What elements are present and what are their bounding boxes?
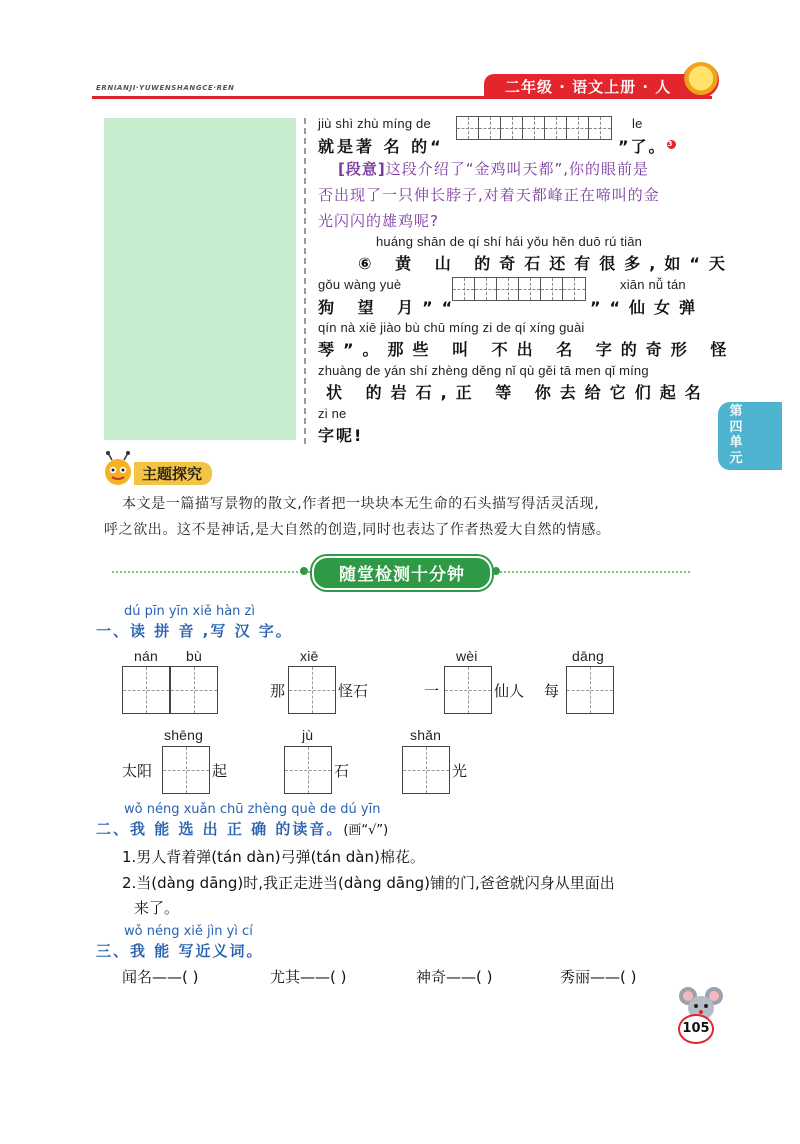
pinyin-line-1a: jiù shì zhù míng de xyxy=(318,116,431,131)
q1-word-mei: 每 xyxy=(544,682,560,700)
page-number: 105 xyxy=(678,1014,714,1044)
q1-py-bu: bù xyxy=(186,648,202,664)
writing-strip-2[interactable] xyxy=(452,277,586,301)
q2-item-2a: 2.当(dàng dāng)时,我正走进当(dàng dāng)铺的门,爸爸就闪身从里面出 xyxy=(122,874,615,892)
q3-title: 三、我 能 写近义词。 xyxy=(96,942,264,960)
write-box-xie[interactable] xyxy=(288,666,336,714)
q3-item-2[interactable]: 尤其——( ) xyxy=(270,968,347,986)
banner-dot-left xyxy=(300,567,308,575)
q3-item-3[interactable]: 神奇——( ) xyxy=(416,968,493,986)
q3-pinyin: wǒ néng xiě jìn yì cí xyxy=(124,924,253,939)
q1-word-qi: 起 xyxy=(212,762,228,780)
q1-word-na: 那 xyxy=(270,682,286,700)
p6-text-4: 状 的岩石,正 等 你去给它们起名 xyxy=(326,383,710,402)
q2-item-2b: 来了。 xyxy=(134,899,180,917)
unit-side-tab-label: 第四单元 xyxy=(729,404,743,466)
q1-word-guang: 光 xyxy=(452,762,468,780)
write-box-bu[interactable] xyxy=(170,666,218,714)
p6-text-2a: 狗 望 月”“ xyxy=(318,298,462,317)
q1-word-guaishi: 怪石 xyxy=(338,682,369,700)
q1-py-ju: jù xyxy=(302,727,314,743)
grade-title: 二年级 · 语文上册 · 人 xyxy=(505,78,672,96)
series-label: ERNIANJI·YUWENSHANGCE·REN xyxy=(96,84,235,92)
write-box-ju[interactable] xyxy=(284,746,332,794)
pinyin-p6-3: qín nà xiē jiào bù chū míng zi de qí xíng guài xyxy=(318,320,585,335)
pinyin-p6-1: huáng shān de qí shí hái yǒu hěn duō rú tiān xyxy=(376,234,643,249)
q1-py-wei: wèi xyxy=(456,648,478,664)
q2-hint: (画“√”) xyxy=(343,823,389,838)
note-marker: 3 xyxy=(667,139,675,148)
passage-text-1b: ”了。3 xyxy=(618,137,675,156)
passage-text-1a: 就是著 名 的“ xyxy=(318,137,444,156)
banner-dot-right xyxy=(492,567,500,575)
duanyi-line-1: [段意]这段介绍了“金鸡叫天都”,你的眼前是 xyxy=(338,160,650,178)
write-box-nan[interactable] xyxy=(122,666,170,714)
q1-word-yi: 一 xyxy=(424,682,440,700)
write-box-wei[interactable] xyxy=(444,666,492,714)
q1-py-shan: shǎn xyxy=(410,727,442,743)
q1-py-nan: nán xyxy=(134,648,158,664)
duanyi-line-2: 否出现了一只伸长脖子,对着天都峰正在啼叫的金 xyxy=(318,186,660,204)
illustration-box xyxy=(104,118,296,440)
duanyi-line-3: 光闪闪的雄鸡呢? xyxy=(318,212,439,230)
q1-word-taiyang: 太阳 xyxy=(122,762,153,780)
q1-title: 一、读 拼 音 ,写 汉 字。 xyxy=(96,622,293,640)
pinyin-line-1b: le xyxy=(632,116,643,131)
q1-py-dang: dāng xyxy=(572,648,604,664)
pinyin-p6-4: zhuàng de yán shí zhèng děng nǐ qù gěi tā men qǐ míng xyxy=(318,363,649,378)
q2-title: 二、我 能 选 出 正 确 的读音。 xyxy=(96,820,344,838)
theme-title: 主题探究 xyxy=(134,462,212,485)
pinyin-p6-2b: xiān nǚ tán xyxy=(620,277,686,292)
writing-strip-1[interactable] xyxy=(456,116,612,140)
write-box-dang[interactable] xyxy=(566,666,614,714)
pinyin-p6-5: zi ne xyxy=(318,406,347,421)
p6-text-3: 琴”。那些 叫 不出 名 字的奇形 怪 xyxy=(318,340,736,359)
q3-item-4[interactable]: 秀丽——( ) xyxy=(560,968,637,986)
bee-mascot-icon xyxy=(98,450,138,490)
q1-word-xianren: 仙人 xyxy=(494,682,525,700)
pinyin-p6-2a: gǒu wàng yuè xyxy=(318,277,402,292)
q1-py-xie: xiē xyxy=(300,648,319,664)
q2-pinyin: wǒ néng xuǎn chū zhèng què de dú yīn xyxy=(124,802,381,817)
q2-item-1: 1.男人背着弹(tán dàn)弓弹(tán dàn)棉花。 xyxy=(122,848,425,866)
q1-pinyin: dú pīn yīn xiě hàn zì xyxy=(124,604,255,619)
write-box-sheng[interactable] xyxy=(162,746,210,794)
p6-text-2b: ”“仙女弹 xyxy=(590,298,705,317)
q3-item-1[interactable]: 闻名——( ) xyxy=(122,968,199,986)
write-box-shan[interactable] xyxy=(402,746,450,794)
theme-text-2: 呼之欲出。这不是神话,是大自然的创造,同时也表达了作者热爱大自然的情感。 xyxy=(104,522,611,538)
theme-text-1: 本文是一篇描写景物的散文,作者把一块块本无生命的石头描写得活灵活现, xyxy=(122,496,600,512)
publisher-logo-icon xyxy=(683,62,719,98)
q1-word-shi: 石 xyxy=(334,762,350,780)
column-divider xyxy=(304,118,306,444)
p6-text-1: ⑥ 黄 山 的奇石还有很多,如“天 xyxy=(358,254,734,273)
q1-py-sheng: shēng xyxy=(164,727,204,743)
q2-title-row xyxy=(96,818,388,839)
p6-text-5: 字呢! xyxy=(318,426,364,445)
banner-title: 随堂检测十分钟 xyxy=(339,565,465,585)
duanyi-label: [段意] xyxy=(338,160,386,178)
